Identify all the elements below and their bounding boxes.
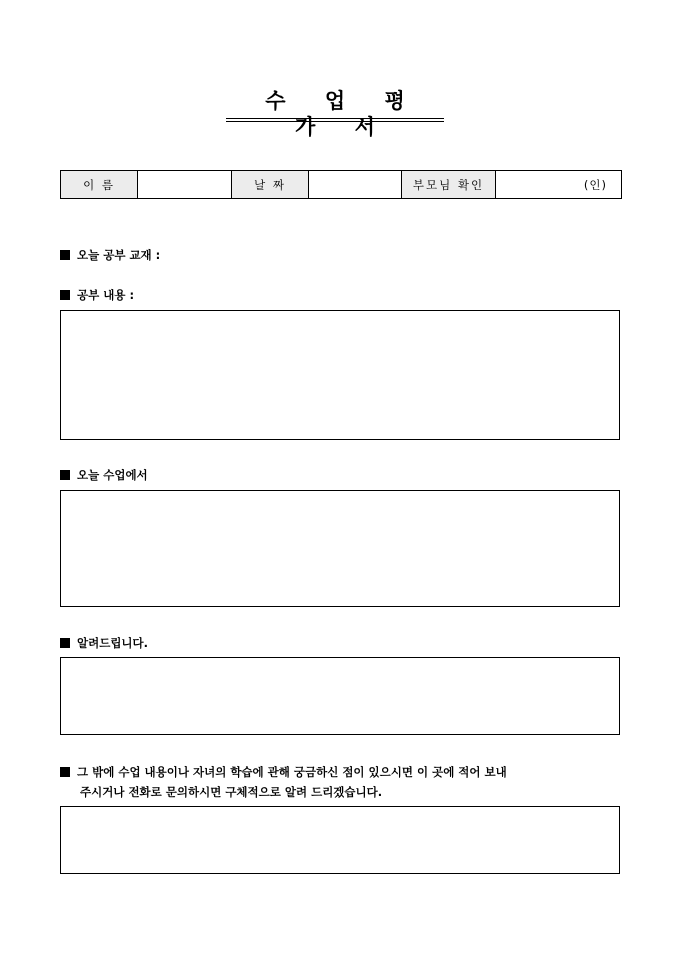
date-field[interactable]	[309, 171, 402, 199]
date-label: 날 짜	[232, 171, 309, 199]
inquiry-heading	[60, 762, 625, 802]
textbook-heading	[60, 247, 160, 263]
bullet-square-icon	[60, 767, 70, 777]
inquiry-label-line1: 그 밖에 수업 내용이나 자녀의 학습에 관해 궁금하신 점이 있으시면 이 곳에 적어 보내	[77, 765, 507, 779]
notice-label: 알려드립니다.	[77, 636, 149, 650]
content-label: 공부 내용 :	[77, 288, 135, 302]
seal-text: (인)	[583, 177, 607, 192]
parent-seal-field[interactable]	[496, 171, 622, 199]
parent-confirm-label: 부모님 확인	[402, 171, 496, 199]
title-underline-top	[226, 118, 444, 119]
bullet-square-icon	[60, 638, 70, 648]
name-field[interactable]	[138, 171, 232, 199]
inquiry-input-box[interactable]	[60, 806, 620, 874]
student-info-table	[60, 170, 622, 199]
class-input-box[interactable]	[60, 490, 620, 607]
inquiry-label-line2: 주시거나 전화로 문의하시면 구체적으로 알려 드리겠습니다.	[80, 785, 383, 799]
content-heading	[60, 287, 134, 303]
bullet-square-icon	[60, 250, 70, 260]
notice-heading	[60, 635, 148, 651]
notice-input-box[interactable]	[60, 657, 620, 735]
bullet-square-icon	[60, 470, 70, 480]
class-heading	[60, 467, 148, 483]
bullet-square-icon	[60, 290, 70, 300]
document-title: 수 업 평 가 서	[265, 88, 421, 139]
title-underline-bottom	[226, 121, 444, 122]
textbook-label: 오늘 공부 교재 :	[77, 248, 161, 262]
name-label: 이 름	[61, 171, 138, 199]
class-label: 오늘 수업에서	[77, 468, 148, 482]
content-input-box[interactable]	[60, 310, 620, 440]
